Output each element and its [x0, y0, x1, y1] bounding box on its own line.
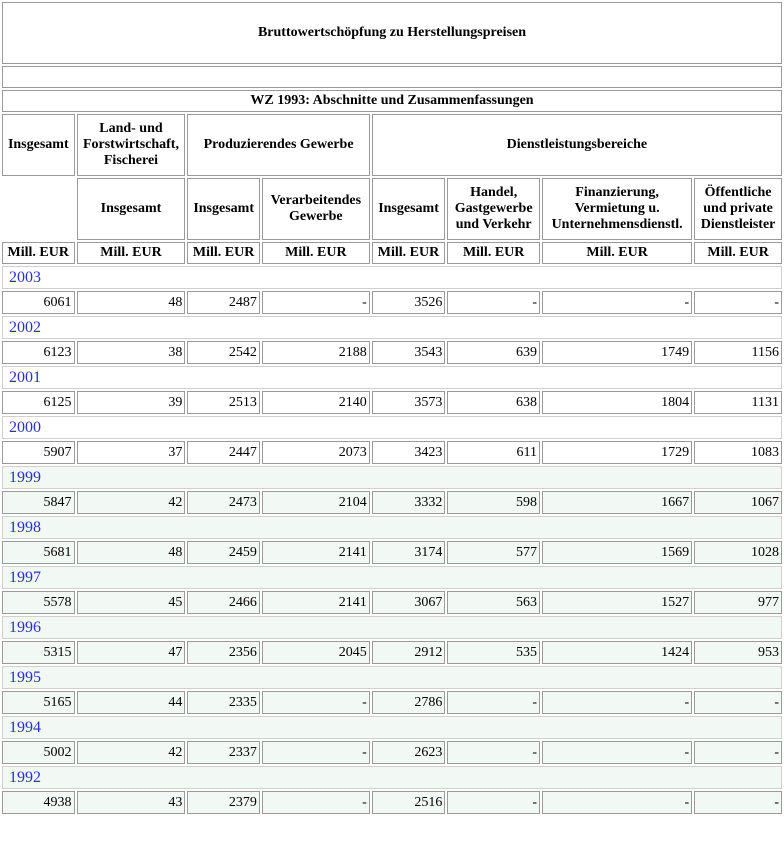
value-cell: 44: [77, 691, 186, 714]
value-cell: -: [447, 741, 540, 764]
value-cell: 598: [447, 491, 540, 514]
value-cell: -: [542, 691, 692, 714]
value-cell: 1729: [542, 441, 692, 464]
header-producing: Produzierendes Gewerbe: [187, 114, 369, 176]
table-row: [2, 591, 782, 614]
value-cell: 39: [77, 391, 186, 414]
year-label: 2003: [2, 266, 782, 289]
year-label: 1992: [2, 766, 782, 789]
unit-cell: Mill. EUR: [694, 242, 782, 264]
year-label: 1999: [2, 466, 782, 489]
value-cell: 2337: [187, 741, 260, 764]
year-label: 2001: [2, 366, 782, 389]
table-row: [2, 341, 782, 364]
value-cell: -: [262, 741, 370, 764]
header-empty: [2, 178, 75, 240]
subheader-producing-total: Insgesamt: [187, 178, 260, 240]
value-cell: -: [542, 291, 692, 314]
subheader-manufacturing: Verarbeitendes Gewerbe: [262, 178, 370, 240]
value-cell: -: [694, 291, 782, 314]
value-cell: -: [262, 691, 370, 714]
value-cell: 1028: [694, 541, 782, 564]
unit-cell: Mill. EUR: [262, 242, 370, 264]
value-cell: 2513: [187, 391, 260, 414]
value-cell: 4938: [2, 791, 75, 814]
value-cell: 43: [77, 791, 186, 814]
value-cell: 2516: [372, 791, 446, 814]
table-row: [2, 541, 782, 564]
value-cell: -: [262, 791, 370, 814]
value-cell: 577: [447, 541, 540, 564]
unit-cell: Mill. EUR: [542, 242, 692, 264]
value-cell: 2335: [187, 691, 260, 714]
value-cell: 2104: [262, 491, 370, 514]
year-label: 1994: [2, 716, 782, 739]
classification-header: WZ 1993: Abschnitte und Zusammenfassungen: [2, 90, 782, 112]
value-cell: 3067: [372, 591, 446, 614]
year-label: 2002: [2, 316, 782, 339]
blank-row: [2, 66, 782, 88]
value-cell: 5681: [2, 541, 75, 564]
value-cell: 2487: [187, 291, 260, 314]
value-cell: -: [694, 741, 782, 764]
value-cell: 2379: [187, 791, 260, 814]
value-cell: 2786: [372, 691, 446, 714]
value-cell: 1424: [542, 641, 692, 664]
value-cell: 45: [77, 591, 186, 614]
value-cell: -: [694, 791, 782, 814]
value-cell: -: [694, 691, 782, 714]
value-cell: 2356: [187, 641, 260, 664]
value-cell: 42: [77, 491, 186, 514]
value-cell: 5002: [2, 741, 75, 764]
value-cell: 1749: [542, 341, 692, 364]
unit-cell: Mill. EUR: [447, 242, 540, 264]
value-cell: 953: [694, 641, 782, 664]
subheader-agri-total: Insgesamt: [77, 178, 186, 240]
table-row: [2, 641, 782, 664]
value-cell: 48: [77, 291, 186, 314]
value-cell: 2623: [372, 741, 446, 764]
table-row: [2, 741, 782, 764]
value-cell: 3526: [372, 291, 446, 314]
value-cell: -: [447, 291, 540, 314]
value-cell: 5315: [2, 641, 75, 664]
value-cell: 5578: [2, 591, 75, 614]
value-cell: 2141: [262, 591, 370, 614]
value-cell: 1067: [694, 491, 782, 514]
value-cell: -: [447, 791, 540, 814]
value-cell: 5847: [2, 491, 75, 514]
value-cell: 2188: [262, 341, 370, 364]
value-cell: 1667: [542, 491, 692, 514]
value-cell: 2447: [187, 441, 260, 464]
table-row: [2, 441, 782, 464]
table-title: Bruttowertschöpfung zu Herstellungspreisen: [2, 2, 782, 64]
subheader-trade: Handel, Gastgewerbe und Verkehr: [447, 178, 540, 240]
value-cell: 563: [447, 591, 540, 614]
header-total: Insgesamt: [2, 114, 75, 176]
value-cell: 1804: [542, 391, 692, 414]
table-row: [2, 291, 782, 314]
value-cell: 1083: [694, 441, 782, 464]
table-row: [2, 791, 782, 814]
value-cell: 2141: [262, 541, 370, 564]
value-cell: 3543: [372, 341, 446, 364]
value-cell: 2140: [262, 391, 370, 414]
table-row: [2, 391, 782, 414]
value-cell: 5165: [2, 691, 75, 714]
value-cell: 42: [77, 741, 186, 764]
unit-cell: Mill. EUR: [77, 242, 186, 264]
value-cell: 535: [447, 641, 540, 664]
value-cell: -: [447, 691, 540, 714]
value-cell: 48: [77, 541, 186, 564]
unit-cell: Mill. EUR: [187, 242, 260, 264]
value-cell: 2045: [262, 641, 370, 664]
value-cell: -: [542, 741, 692, 764]
value-cell: 38: [77, 341, 186, 364]
value-cell: 2542: [187, 341, 260, 364]
unit-cell: Mill. EUR: [372, 242, 446, 264]
value-cell: 3174: [372, 541, 446, 564]
value-cell: 6061: [2, 291, 75, 314]
value-cell: 1527: [542, 591, 692, 614]
value-cell: 2466: [187, 591, 260, 614]
value-cell: 1569: [542, 541, 692, 564]
value-cell: 3423: [372, 441, 446, 464]
year-label: 2000: [2, 416, 782, 439]
value-cell: 6123: [2, 341, 75, 364]
year-label: 1995: [2, 666, 782, 689]
value-cell: 1131: [694, 391, 782, 414]
year-label: 1998: [2, 516, 782, 539]
unit-cell: Mill. EUR: [2, 242, 75, 264]
year-label: 1996: [2, 616, 782, 639]
subheader-services-total: Insgesamt: [372, 178, 446, 240]
value-cell: 3332: [372, 491, 446, 514]
value-cell: 1156: [694, 341, 782, 364]
value-cell: 6125: [2, 391, 75, 414]
table-row: [2, 491, 782, 514]
value-cell: 611: [447, 441, 540, 464]
value-cell: 5907: [2, 441, 75, 464]
value-cell: 3573: [372, 391, 446, 414]
value-cell: -: [542, 791, 692, 814]
value-cell: 639: [447, 341, 540, 364]
value-cell: 977: [694, 591, 782, 614]
value-cell: 2473: [187, 491, 260, 514]
table-row: [2, 691, 782, 714]
year-label: 1997: [2, 566, 782, 589]
value-cell: 2073: [262, 441, 370, 464]
header-services: Dienstleistungsbereiche: [372, 114, 782, 176]
value-cell: 638: [447, 391, 540, 414]
subheader-finance: Finanzierung, Vermietung u. Unternehmensdienstl.: [542, 178, 692, 240]
subheader-public: Öffentliche und private Dienstleister: [694, 178, 782, 240]
value-cell: 2912: [372, 641, 446, 664]
value-cell: 47: [77, 641, 186, 664]
value-cell: -: [262, 291, 370, 314]
value-cell: 37: [77, 441, 186, 464]
header-agriculture: Land- und Forstwirtschaft, Fischerei: [77, 114, 186, 176]
value-cell: 2459: [187, 541, 260, 564]
